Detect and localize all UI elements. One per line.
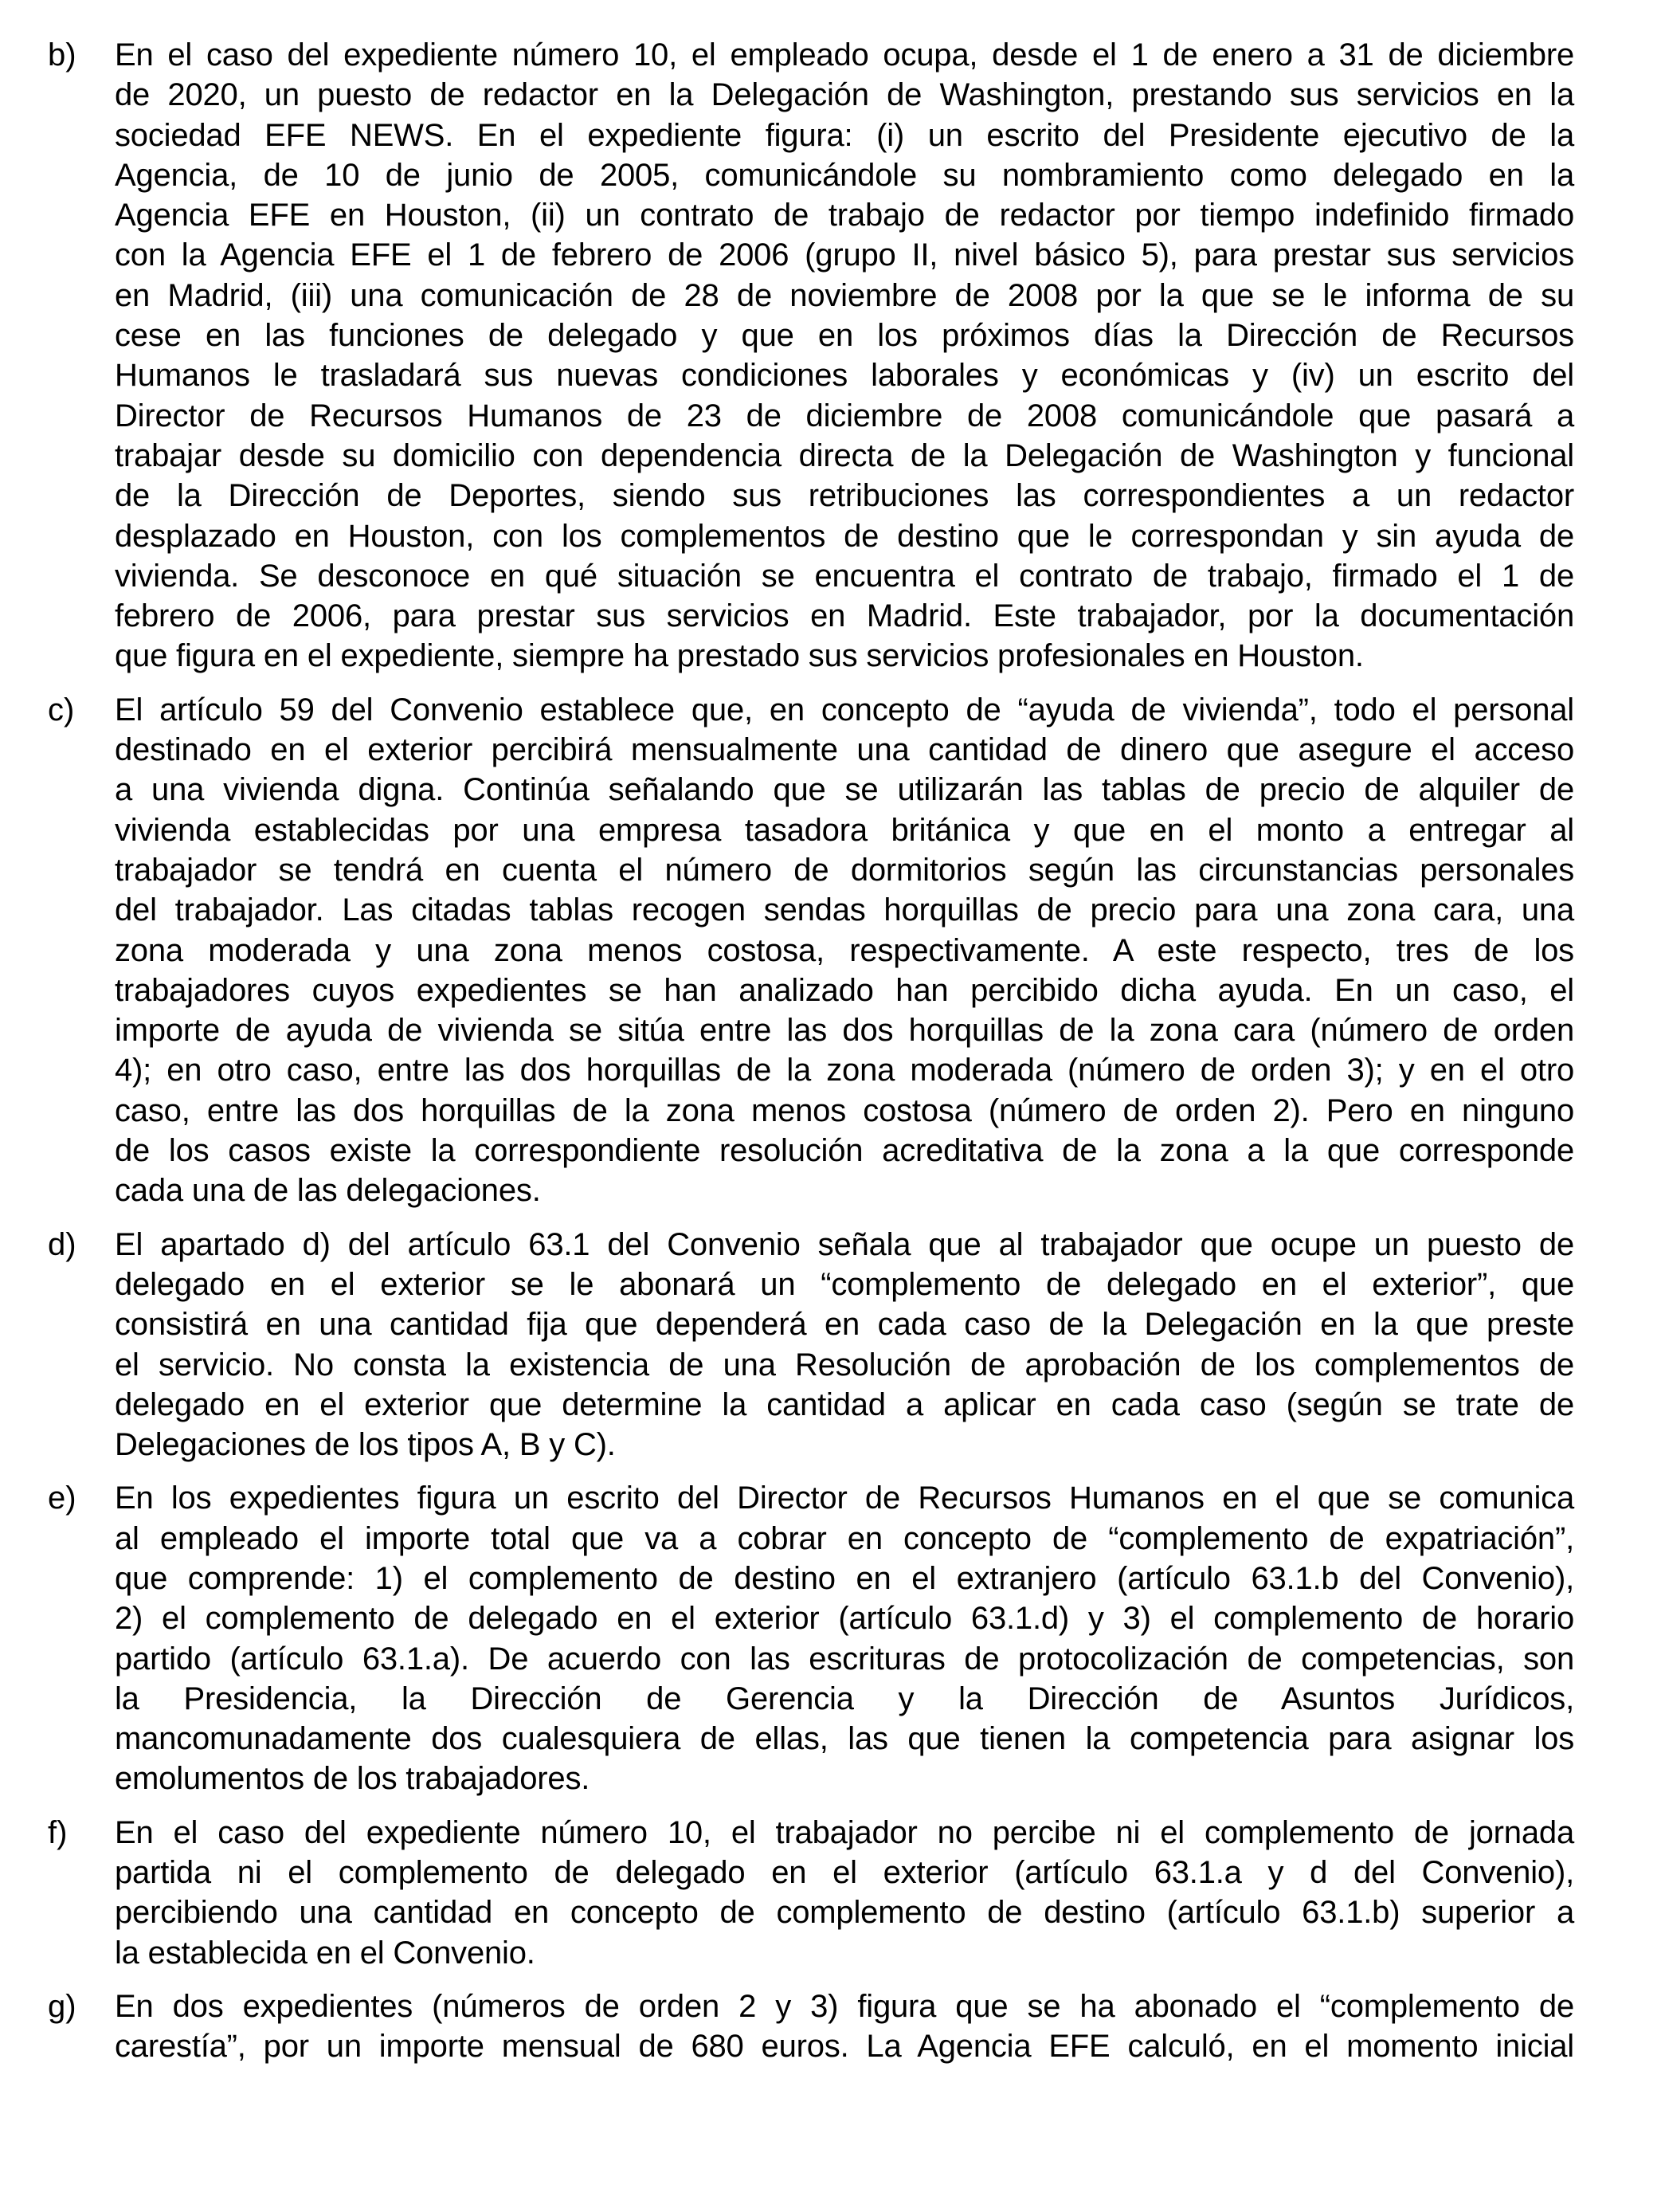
text-line: vivienda. Se desconoce en qué situación se encuentra el contrato de trabajo, firmado el 1 de [115, 558, 1574, 594]
list-item [48, 1478, 1574, 1798]
text-line: de los casos existe la correspondiente resolución acreditativa de la zona a la que corresponde [115, 1133, 1574, 1169]
text-line: de 2020, un puesto de redactor en la Delegación de Washington, prestando sus servicios en la [115, 77, 1574, 113]
text-line: trabajadores cuyos expedientes se han analizado han percibido dicha ayuda. En un caso, el [115, 972, 1574, 1008]
list-item-label: e) [48, 1481, 76, 1516]
text-line: Delegaciones de los tipos A, B y C). [115, 1427, 616, 1463]
text-line: mancomunadamente dos cualesquiera de ellas, las que tienen la competencia para asignar los [115, 1721, 1574, 1757]
list-item [48, 1225, 1574, 1465]
text-line: a una vivienda digna. Continúa señalando que se utilizarán las tablas de precio de alquiler de [115, 772, 1574, 808]
text-line: En el caso del expediente número 10, el trabajador no percibe ni el complemento de jornada [115, 1814, 1574, 1850]
text-line: del trabajador. Las citadas tablas recogen sendas horquillas de precio para una zona cara, una [115, 892, 1574, 928]
list-item [48, 35, 1574, 677]
text-line: en Madrid, (iii) una comunicación de 28 de noviembre de 2008 por la que se le informa de su [115, 277, 1574, 313]
list-item [48, 1813, 1574, 1973]
text-line: El apartado d) del artículo 63.1 del Convenio señala que al trabajador que ocupe un puesto de [115, 1226, 1574, 1262]
paragraph [115, 1813, 1574, 1973]
text-line: zona moderada y una zona menos costosa, respectivamente. A este respecto, tres de los [115, 932, 1574, 968]
text-line: trabajar desde su domicilio con dependencia directa de la Delegación de Washington y funcional [115, 437, 1574, 473]
text-line: que comprende: 1) el complemento de destino en el extranjero (artículo 63.1.b del Convenio), [115, 1560, 1574, 1596]
text-line: al empleado el importe total que va a cobrar en concepto de “complemento de expatriación”, [115, 1520, 1574, 1556]
text-line: sociedad EFE NEWS. En el expediente figura: (i) un escrito del Presidente ejecutivo de la [115, 117, 1574, 153]
text-line: vivienda establecidas por una empresa tasadora británica y que en el monto a entregar al [115, 812, 1574, 848]
text-line: En dos expedientes (números de orden 2 y 3) figura que se ha abonado el “complemento de [115, 1988, 1574, 2024]
paragraph [115, 1225, 1574, 1465]
text-line: que figura en el expediente, siempre ha prestado sus servicios profesionales en Houston. [115, 638, 1364, 674]
text-line: trabajador se tendrá en cuenta el número de dormitorios según las circunstancias personales [115, 852, 1574, 888]
text-line: importe de ayuda de vivienda se sitúa entre las dos horquillas de la zona cara (número de orden [115, 1013, 1574, 1049]
text-line: 4); en otro caso, entre las dos horquillas de la zona moderada (número de orden 3); y en el otro [115, 1053, 1574, 1088]
list-item-label: g) [48, 1988, 76, 2024]
document-page [48, 35, 1574, 2081]
list-item [48, 690, 1574, 1211]
text-line: la Presidencia, la Dirección de Gerencia y la Dirección de Asuntos Jurídicos, [115, 1681, 1574, 1716]
list-item-label: f) [48, 1814, 68, 1850]
text-line: Director de Recursos Humanos de 23 de diciembre de 2008 comunicándole que pasará a [115, 398, 1574, 433]
list-item-label: b) [48, 37, 76, 73]
text-line: En el caso del expediente número 10, el empleado ocupa, desde el 1 de enero a 31 de diciembre [115, 37, 1574, 73]
text-line: el servicio. No consta la existencia de una Resolución de aprobación de los complementos de [115, 1347, 1574, 1382]
paragraph [115, 1986, 1574, 2067]
text-line: partida ni el complemento de delegado en el exterior (artículo 63.1.a y d del Convenio), [115, 1855, 1574, 1891]
list-item [48, 1986, 1574, 2067]
text-line: cada una de las delegaciones. [115, 1173, 541, 1209]
text-line: En los expedientes figura un escrito del Director de Recursos Humanos en el que se comunica [115, 1481, 1574, 1516]
text-line: Agencia, de 10 de junio de 2005, comunicándole su nombramiento como delegado en la [115, 157, 1574, 193]
text-line: Humanos le trasladará sus nuevas condiciones laborales y económicas y (iv) un escrito del [115, 358, 1574, 394]
text-line: El artículo 59 del Convenio establece que, en concepto de “ayuda de vivienda”, todo el personal [115, 692, 1574, 728]
text-line: delegado en el exterior se le abonará un “complemento de delegado en el exterior”, que [115, 1266, 1574, 1302]
text-line: consistirá en una cantidad fija que dependerá en cada caso de la Delegación en la que preste [115, 1307, 1574, 1343]
text-line: Agencia EFE en Houston, (ii) un contrato de trabajo de redactor por tiempo indefinido firmado [115, 198, 1574, 233]
text-line: desplazado en Houston, con los complementos de destino que le correspondan y sin ayuda de [115, 518, 1574, 554]
text-line: partido (artículo 63.1.a). De acuerdo con las escrituras de protocolización de competencias, son [115, 1641, 1574, 1677]
text-line: 2) el complemento de delegado en el exterior (artículo 63.1.d) y 3) el complemento de horario [115, 1601, 1574, 1637]
text-line: carestía”, por un importe mensual de 680 euros. La Agencia EFE calculó, en el momento inicial [115, 2029, 1574, 2065]
text-line: percibiendo una cantidad en concepto de complemento de destino (artículo 63.1.b) superior a [115, 1895, 1574, 1931]
paragraph [115, 1478, 1574, 1798]
paragraph [115, 35, 1574, 677]
list-item-label: d) [48, 1226, 76, 1262]
text-line: la establecida en el Convenio. [115, 1935, 535, 1971]
text-line: de la Dirección de Deportes, siendo sus retribuciones las correspondientes a un redactor [115, 478, 1574, 514]
text-line: cese en las funciones de delegado y que en los próximos días la Dirección de Recursos [115, 318, 1574, 354]
text-line: emolumentos de los trabajadores. [115, 1761, 590, 1797]
text-line: febrero de 2006, para prestar sus servicios en Madrid. Este trabajador, por la documentación [115, 598, 1574, 634]
paragraph [115, 690, 1574, 1211]
text-line: caso, entre las dos horquillas de la zona menos costosa (número de orden 2). Pero en ninguno [115, 1092, 1574, 1128]
text-line: con la Agencia EFE el 1 de febrero de 2006 (grupo II, nivel básico 5), para prestar sus servicios [115, 237, 1574, 273]
text-line: delegado en el exterior que determine la cantidad a aplicar en cada caso (según se trate de [115, 1386, 1574, 1422]
list-item-label: c) [48, 692, 75, 728]
text-line: destinado en el exterior percibirá mensualmente una cantidad de dinero que asegure el acceso [115, 732, 1574, 768]
